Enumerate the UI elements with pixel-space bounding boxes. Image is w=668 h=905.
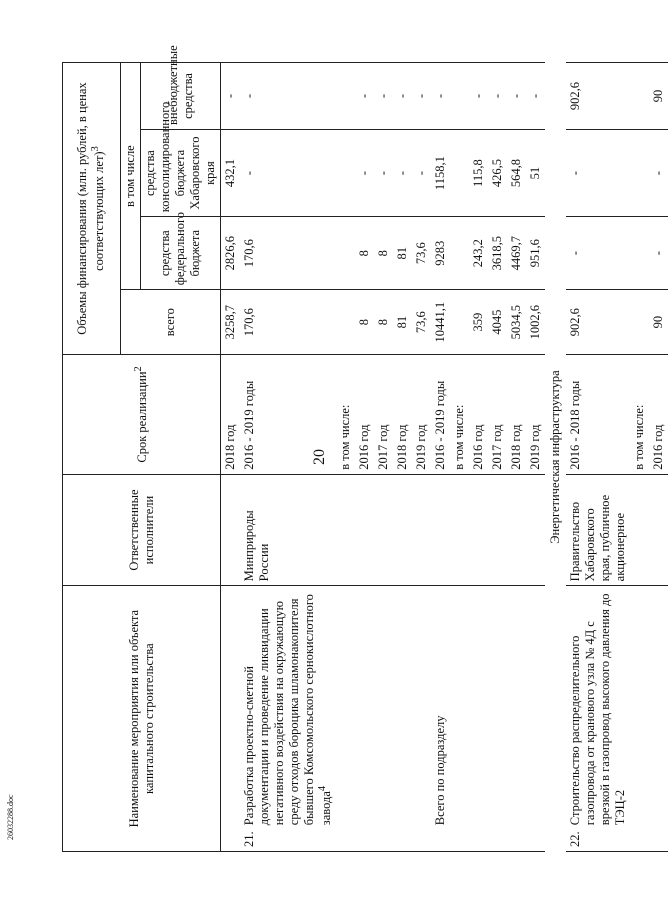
document-id: 26032288.doc (6, 794, 15, 840)
row-extra: - (412, 63, 431, 130)
row-total: 4045 (488, 290, 507, 355)
table-row (412, 63, 431, 852)
row-name (450, 586, 469, 829)
row-name (412, 586, 431, 829)
row-name: Всего по подразделу (431, 586, 450, 829)
row-name (507, 586, 526, 829)
row-term: 2016 - 2019 годы (240, 355, 336, 475)
header-including: в том числе (121, 63, 141, 290)
row-number: 22. (566, 829, 630, 851)
row-federal: - (566, 217, 630, 290)
row-total (336, 290, 355, 355)
row-extra (630, 63, 649, 130)
row-executor (450, 474, 469, 586)
row-regional: - (374, 130, 393, 217)
row-regional (630, 130, 649, 217)
row-term: 2018 год (507, 355, 526, 475)
header-executors: Ответственные исполнители (63, 474, 221, 586)
row-total: 90 (649, 290, 668, 355)
row-federal: 81 (393, 217, 412, 290)
row-name (469, 586, 488, 829)
row-regional: - (393, 130, 412, 217)
row-name (488, 586, 507, 829)
row-total: 3258,7 (221, 290, 241, 355)
row-name: Разработка проектно-сметной документации и проведение ликвидации негативного воздействия на окружающую среду отходов бороцика шламонакопителя бывшего Комсомольского сернокислотного завода$^4$ (240, 586, 336, 829)
row-total: 170,6 (240, 290, 336, 355)
row-number (630, 829, 649, 851)
row-federal: 951,6 (526, 217, 545, 290)
row-name (355, 586, 374, 829)
row-federal: 8 (374, 217, 393, 290)
header-term: Срок реализации$^2$ (63, 355, 221, 475)
row-extra: - (488, 63, 507, 130)
row-term: в том числе: (630, 355, 649, 475)
table-row (240, 63, 336, 852)
row-extra (336, 63, 355, 130)
row-extra: - (355, 63, 374, 130)
row-total: 8 (374, 290, 393, 355)
row-executor (412, 474, 431, 586)
row-term: 2019 год (526, 355, 545, 475)
row-number (450, 829, 469, 851)
row-regional: - (355, 130, 374, 217)
row-regional (450, 130, 469, 217)
row-number (488, 829, 507, 851)
row-number (412, 829, 431, 851)
row-federal (336, 217, 355, 290)
row-number (221, 829, 241, 851)
row-extra: - (221, 63, 241, 130)
row-regional: 115,8 (469, 130, 488, 217)
row-extra: - (469, 63, 488, 130)
row-term: 2018 год (393, 355, 412, 475)
row-number (469, 829, 488, 851)
row-regional: 426,5 (488, 130, 507, 217)
page-number: 20 (311, 449, 328, 465)
row-federal: 2826,6 (221, 217, 241, 290)
row-executor (221, 474, 241, 586)
row-name (630, 586, 649, 829)
table-row (450, 63, 469, 852)
table-row (630, 63, 649, 852)
row-term: 2019 год (412, 355, 431, 475)
row-federal: 170,6 (240, 217, 336, 290)
row-executor: Минприроды России (240, 474, 336, 586)
header-name: Наименование мероприятия или объекта капитального строительства (63, 586, 221, 852)
row-federal: 8 (355, 217, 374, 290)
row-extra: - (526, 63, 545, 130)
row-regional: 432,1 (221, 130, 241, 217)
row-extra: - (393, 63, 412, 130)
row-executor (431, 474, 450, 586)
row-federal: 73,6 (412, 217, 431, 290)
row-number (336, 829, 355, 851)
rotated-table-sheet (62, 45, 666, 852)
row-total: 10441,1 (431, 290, 450, 355)
row-executor (649, 474, 668, 586)
section-title: Энергетическая инфраструктура (548, 370, 563, 544)
table-row (374, 63, 393, 852)
row-extra: 90 (649, 63, 668, 130)
row-regional: - (566, 130, 630, 217)
table-row (488, 63, 507, 852)
row-total: 73,6 (412, 290, 431, 355)
row-total: 81 (393, 290, 412, 355)
row-regional: 51 (526, 130, 545, 217)
row-regional (336, 130, 355, 217)
row-executor (507, 474, 526, 586)
table-row (336, 63, 355, 852)
row-total (630, 290, 649, 355)
row-executor (630, 474, 649, 586)
row-executor (488, 474, 507, 586)
row-executor (355, 474, 374, 586)
header-funding: Объемы финансирования (млн. рублей, в ценах соответствующих лет)$^3$ (63, 63, 121, 355)
table-body-section-1 (221, 63, 546, 852)
row-total: 5034,5 (507, 290, 526, 355)
row-number (649, 829, 668, 851)
row-number (526, 829, 545, 851)
row-extra: - (374, 63, 393, 130)
table-body-section-2 (566, 63, 668, 852)
table-row (649, 63, 668, 852)
funding-table (62, 45, 668, 852)
row-extra: - (507, 63, 526, 130)
row-federal: 243,2 (469, 217, 488, 290)
row-regional: 564,8 (507, 130, 526, 217)
row-term: 2017 год (374, 355, 393, 475)
row-term: 2016 - 2018 годы (566, 355, 630, 475)
table-row (507, 63, 526, 852)
row-term: 2016 - 2019 годы (431, 355, 450, 475)
row-number (393, 829, 412, 851)
table-row (566, 63, 630, 852)
row-federal: - (649, 217, 668, 290)
row-extra (450, 63, 469, 130)
row-term: в том числе: (450, 355, 469, 475)
row-number (355, 829, 374, 851)
row-name (336, 586, 355, 829)
row-regional: 1158,1 (431, 130, 450, 217)
row-executor (469, 474, 488, 586)
row-name (393, 586, 412, 829)
row-name: Строительство распределительного газопровода от кранового узла № 4Д с врезкой в газопровод высокого давления до ТЭЦ-2 (566, 586, 630, 829)
row-regional: - (412, 130, 431, 217)
row-extra: - (431, 63, 450, 130)
row-term: 2016 год (469, 355, 488, 475)
row-term: 2016 год (355, 355, 374, 475)
row-federal (450, 217, 469, 290)
row-name (221, 586, 241, 829)
row-number (431, 829, 450, 851)
row-executor (336, 474, 355, 586)
row-extra: - (240, 63, 336, 130)
row-federal (630, 217, 649, 290)
row-extra: 902,6 (566, 63, 630, 130)
row-total (450, 290, 469, 355)
row-executor (393, 474, 412, 586)
row-term: 2016 год (649, 355, 668, 475)
row-name (374, 586, 393, 829)
row-term: 2018 год (221, 355, 241, 475)
row-executor (374, 474, 393, 586)
row-total: 8 (355, 290, 374, 355)
row-term: 2017 год (488, 355, 507, 475)
row-regional: - (240, 130, 336, 217)
table-row (469, 63, 488, 852)
section-header-row (545, 63, 566, 852)
row-federal: 3618,5 (488, 217, 507, 290)
row-total: 902,6 (566, 290, 630, 355)
row-total: 1002,6 (526, 290, 545, 355)
table-row (526, 63, 545, 852)
table-row (393, 63, 412, 852)
row-number: 21. (240, 829, 336, 851)
row-number (374, 829, 393, 851)
table-row (431, 63, 450, 852)
row-number (507, 829, 526, 851)
row-executor: Правительство Хабаровского края, публичное акционерное (566, 474, 630, 586)
row-regional: - (649, 130, 668, 217)
header-total: всего (121, 290, 221, 355)
row-term: в том числе: (336, 355, 355, 475)
row-federal: 9283 (431, 217, 450, 290)
table-row (355, 63, 374, 852)
row-total: 359 (469, 290, 488, 355)
row-executor (526, 474, 545, 586)
header-extra: внебюджетные средства (141, 63, 221, 130)
header-regional: средства консолидированного бюджета Хабаровского края (141, 130, 221, 217)
row-name (649, 586, 668, 829)
table-row (221, 63, 241, 852)
header-federal: средства федерального бюджета (141, 217, 221, 290)
row-name (526, 586, 545, 829)
row-federal: 4469,7 (507, 217, 526, 290)
